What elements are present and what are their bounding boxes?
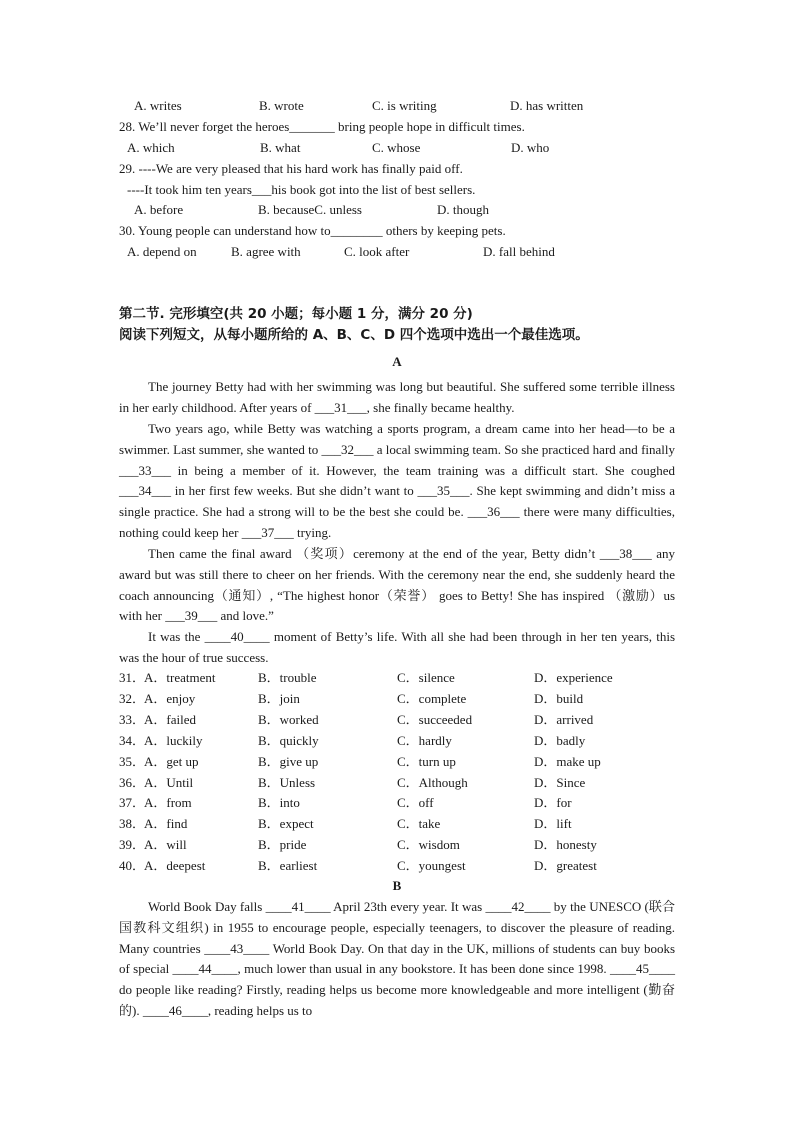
choice-d: D．build xyxy=(534,691,584,706)
choice-b: B．worked xyxy=(258,712,319,727)
choice-b: B．join xyxy=(258,691,300,706)
choice-a: A．Until xyxy=(144,775,194,790)
choice-b: B．quickly xyxy=(258,733,319,748)
choice-row xyxy=(119,773,679,793)
section-instruction: 阅读下列短文，从每小题所给的 A、B、C、D 四个选项中选出一个最佳选项。 xyxy=(119,327,589,343)
choice-d: D．arrived xyxy=(534,712,594,727)
passage-a-paragraph-3: Then came the final award （奖项）ceremony at the end of the year, Betty didn’t ___38___ any award but was still there to cheer on her friends. With the ceremony near the end, she suddenly heard the coach announcing（通知）, “The highest honor（荣誉） goes to Betty! She has inspired （激励）us with her ___39___ and love.” xyxy=(119,546,675,624)
choice-row xyxy=(119,668,679,688)
choice-a: A．will xyxy=(144,837,187,852)
choice-d: D．experience xyxy=(534,670,613,685)
q27-option-b: B. wrote xyxy=(259,98,304,113)
choice-d: D．make up xyxy=(534,754,601,769)
choice-a: A．from xyxy=(144,795,192,810)
choice-number: 34． xyxy=(119,733,146,748)
q28-option-c: C. whose xyxy=(372,140,421,155)
choice-d: D．greatest xyxy=(534,858,597,873)
choice-b: B．earliest xyxy=(258,858,318,873)
choice-row xyxy=(119,856,679,876)
choice-d: D．badly xyxy=(534,733,586,748)
q28-option-b: B. what xyxy=(260,140,301,155)
passage-b-label: B xyxy=(392,878,402,893)
choice-c: C．silence xyxy=(397,670,455,685)
choice-a: A．luckily xyxy=(144,733,203,748)
q28-option-a: A. which xyxy=(127,140,175,155)
choice-a: A．failed xyxy=(144,712,196,727)
q29-option-bc: B. becauseC. unless xyxy=(258,202,362,217)
choice-c: C．Although xyxy=(397,775,468,790)
q30-option-a: A. depend on xyxy=(127,244,197,259)
choice-a: A．enjoy xyxy=(144,691,196,706)
choice-a: A．deepest xyxy=(144,858,206,873)
choice-c: C．youngest xyxy=(397,858,466,873)
choice-number: 39． xyxy=(119,837,146,852)
choice-number: 32． xyxy=(119,691,146,706)
choice-d: D．honesty xyxy=(534,837,597,852)
choice-d: D．Since xyxy=(534,775,586,790)
choice-b: B．Unless xyxy=(258,775,316,790)
choice-a: A．find xyxy=(144,816,188,831)
choice-b: B．give up xyxy=(258,754,319,769)
q30-option-d: D. fall behind xyxy=(483,244,555,259)
q30-stem: 30. Young people can understand how to________ others by keeping pets. xyxy=(119,223,506,238)
q28-stem: 28. We’ll never forget the heroes_______ bring people hope in difficult times. xyxy=(119,119,525,134)
q29-option-a: A. before xyxy=(134,202,184,217)
choice-row xyxy=(119,793,679,813)
q27-option-c: C. is writing xyxy=(372,98,437,113)
q27-option-a: A. writes xyxy=(134,98,182,113)
choice-number: 38． xyxy=(119,816,146,831)
passage-b-paragraph: World Book Day falls ____41____ April 23th every year. It was ____42____ by the UNESCO (联合国教科文组织) in 1955 to encourage people, especially teenagers, to discover the pleasure of reading. Many countries ____43____ World Book Day. On that day in the UK, millions of students can buy books of special ____44____, much lower than usual in any bookstore. It has been done since 1998. ____45____ do people like reading? Firstly, reading helps us become more knowledgeable and more intelligent (勤奋的). ____46____, reading helps us to xyxy=(119,899,675,1018)
passage-a-paragraph-1: The journey Betty had with her swimming was long but beautiful. She suffered some terrible illness in her early childhood. After years of ___31___, she finally became healthy. xyxy=(119,379,675,415)
passage-a-label: A xyxy=(392,354,402,369)
choice-c: C．off xyxy=(397,795,434,810)
choice-number: 35． xyxy=(119,754,146,769)
q29-option-d: D. though xyxy=(437,202,489,217)
choice-a: A．get up xyxy=(144,754,199,769)
choice-row xyxy=(119,710,679,730)
choice-row xyxy=(119,731,679,751)
choice-number: 37． xyxy=(119,795,146,810)
choice-number: 31． xyxy=(119,670,146,685)
choice-row xyxy=(119,752,679,772)
q30-option-c: C. look after xyxy=(344,244,410,259)
q29-stem-line1: 29. ----We are very pleased that his hard work has finally paid off. xyxy=(119,161,463,176)
section-title: 第二节. 完形填空(共 20 小题；每小题 1 分，满分 20 分) xyxy=(119,306,473,322)
choice-c: C．complete xyxy=(397,691,467,706)
passage-a-paragraph-2: Two years ago, while Betty was watching a sports program, a dream came into her head—to be a swimmer. Last summer, she wanted to ___32___ a local swimming team. So she practiced hard and finally ___33___ in being a member of it. However, the team training was a difficult start. She coughed ___34___ in her first few weeks. But she didn’t want to ___35___. She kept swimming and didn’t miss a single practice. She had a strong will to be the best she could be. ___36___ there were many difficulties, nothing could keep her ___37___ trying. xyxy=(119,421,675,540)
q29-stem-line2: ----It took him ten years___his book got into the list of best sellers. xyxy=(127,182,476,197)
q28-option-d: D. who xyxy=(511,140,550,155)
passage-a-paragraph-4: It was the ____40____ moment of Betty’s life. With all she had been through in her ten years, this was the hour of true success. xyxy=(119,629,675,665)
choice-number: 40． xyxy=(119,858,146,873)
q30-option-b: B. agree with xyxy=(231,244,301,259)
choice-c: C．succeeded xyxy=(397,712,473,727)
choice-c: C．hardly xyxy=(397,733,452,748)
choice-d: D．lift xyxy=(534,816,572,831)
choice-b: B．expect xyxy=(258,816,314,831)
choice-number: 33． xyxy=(119,712,146,727)
choice-b: B．pride xyxy=(258,837,307,852)
choice-b: B．trouble xyxy=(258,670,317,685)
choice-row xyxy=(119,814,679,834)
choice-c: C．wisdom xyxy=(397,837,460,852)
choice-d: D．for xyxy=(534,795,572,810)
choice-c: C．turn up xyxy=(397,754,456,769)
choice-c: C．take xyxy=(397,816,441,831)
choice-row xyxy=(119,835,679,855)
q27-option-d: D. has written xyxy=(510,98,584,113)
choice-a: A．treatment xyxy=(144,670,216,685)
choice-number: 36． xyxy=(119,775,146,790)
choice-row xyxy=(119,689,679,709)
choice-b: B．into xyxy=(258,795,300,810)
